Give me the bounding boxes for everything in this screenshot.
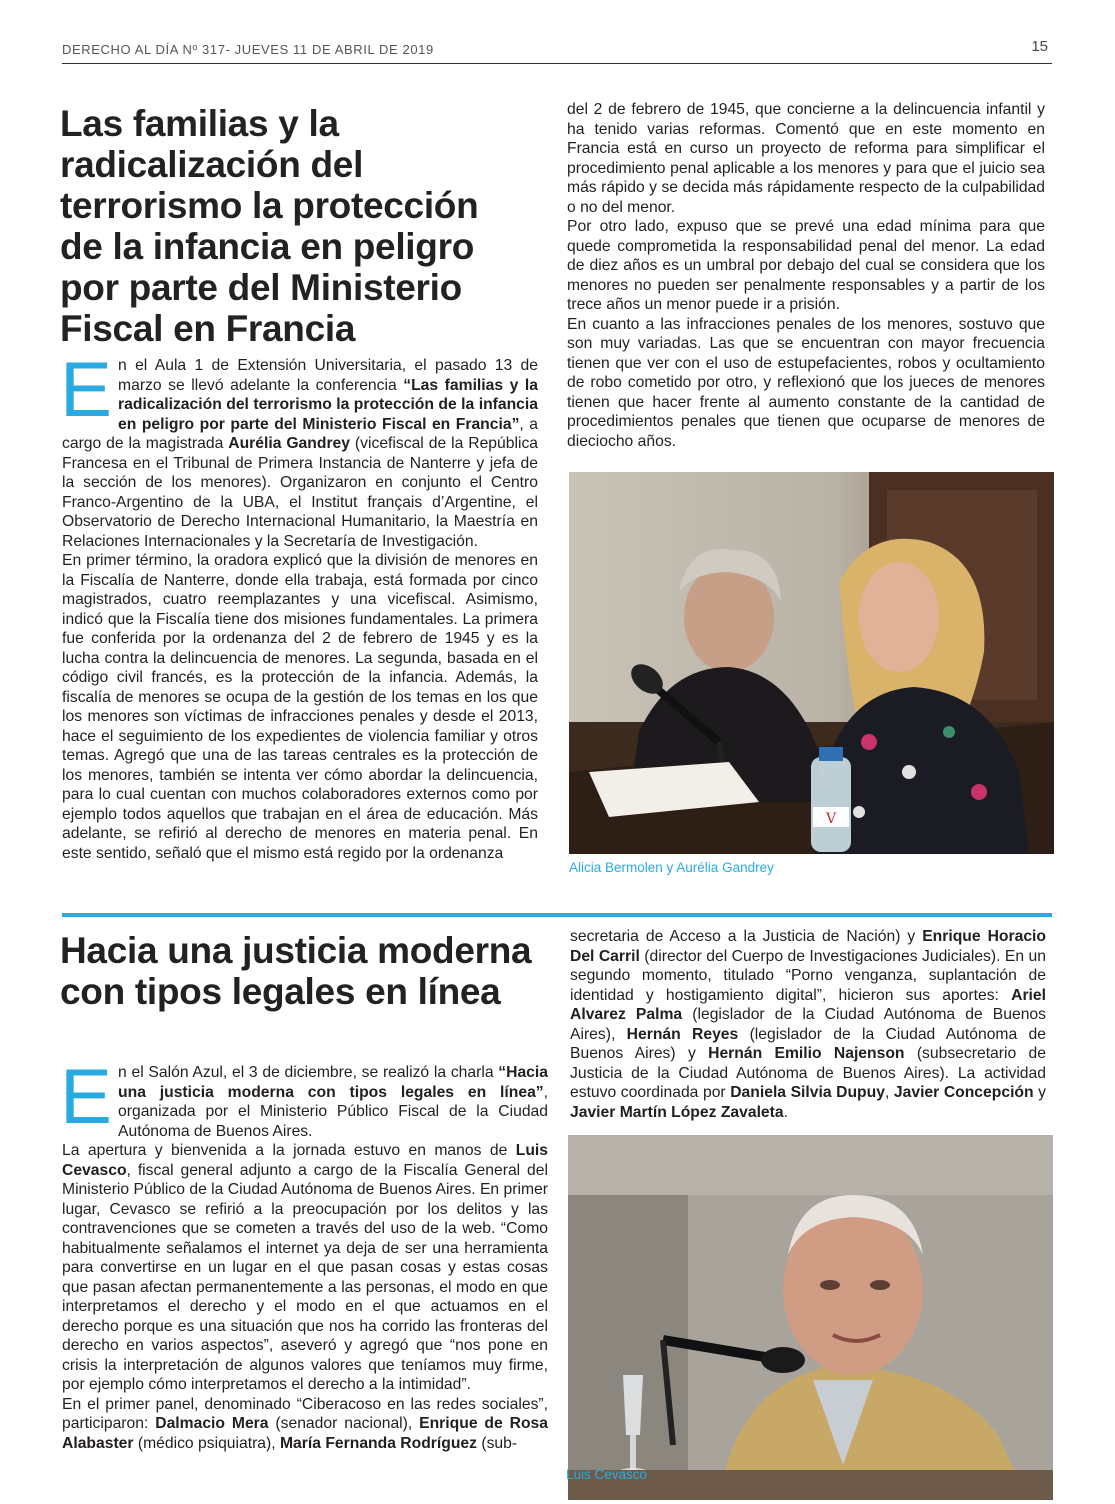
text-run: .: [783, 1103, 788, 1121]
text-run: (legislador de la Ciudad Autónoma de Buenos Aires) y: [570, 1025, 1046, 1062]
bold-text: Hernán Emilio Najenson: [708, 1045, 905, 1062]
article1-body-right: [567, 100, 1045, 451]
bold-text: Daniela Silvia Dupuy: [730, 1084, 885, 1101]
article1-lead: [60, 345, 539, 551]
text-run: secretaria de Acceso a la Justicia de Nación) y: [570, 928, 923, 945]
article2-paragraph-3: [62, 1395, 548, 1454]
article1-headline: Las familias y la radicalización del terrorismo la protección de la infancia en peligro por parte del Ministerio Fiscal en Francia: [60, 103, 479, 349]
text-run: (legislador de la Ciudad Autónoma de Buenos Aires),: [570, 1006, 1047, 1043]
text-run: ,: [884, 1084, 894, 1101]
article1-paragraph-2: En primer término, la oradora explicó que la división de menores en la Fiscalía de Nanterre, donde ella trabaja, está formada por cinco magistrados, cuatro reemplazantes y una vicefiscal. Asimismo, indicó que la Fiscalía tiene dos misiones fundamentales. La primera fue conferida por la ordenanza del 2 de febrero de 1945 y es la lucha contra la delincuencia de menores. La segunda, basada en el código civil francés, es la protección de la infancia. Además, la fiscalía de menores se ocupa de la gestión de los temas en los que los menores son víctimas de infracciones penales y desde el 2013, hace el seguimiento de los expedientes de violencia familiar y otros temas. Agregó que una de las tareas centrales es la protección de los menores, también se intenta ver cómo abordar la delincuencia, para lo cual cuentan con muchos colaboradores externos como por ejemplo todos aquellos que trabajan en el área de educación. Más adelante, se refirió al derecho de menores en materia penal. En este sentido, señaló que el mismo está regido por la ordenanza: [62, 552, 538, 862]
text-run: (subsecretario de Justicia de la Ciudad Autónoma de Buenos Aires). La actividad estuvo coordinada por: [570, 1045, 1046, 1101]
text-run: (vicefiscal de la República Francesa en el Tribunal de Primera Instancia de Nanterre y jefa de la sección de los menores). Organizaron en conjunto el Centro Franco-Argentino de la UBA, el Institut français d’Argentine, el Observatorio de Derecho Internacional Humanitario, la Maestría en Relaciones Internacionales y la Secretaría de Investigación.: [62, 435, 539, 550]
article1-body-left: [60, 345, 539, 863]
bold-text: Hernán Reyes: [626, 1025, 739, 1043]
text-run: (senador nacional),: [268, 1415, 420, 1432]
text-run: n el Aula 1 de Extensión Universitaria, el pasado 13 de marzo se llevó adelante la conferencia: [118, 357, 538, 394]
article2-photo: [568, 1135, 1053, 1500]
text-run: , organizada por el Ministerio Público Fiscal de la Ciudad Autónoma de Buenos Aires.: [118, 1083, 548, 1140]
page-header: [62, 38, 1052, 64]
article2-right-paragraph: [570, 927, 1046, 1122]
bold-text: María Fernanda Rodríguez: [279, 1434, 477, 1452]
text-run: , fiscal general adjunto a cargo de la Fiscalía General del Ministerio Público de la Ciudad Autónoma de Buenos Aires. En primer lugar, Cevasco se refirió a la preocupación por los delitos y las contravenciones que se cometen a través del uso de la web. “Como habitualmente señalamos el internet ya deja de ser una herramienta para convertirse en un lugar en el que pasan cosas y estas cosas que pasan afectan permanentemente a las personas, el modo en que interpretamos el derecho y el modo en el que actuamos en el derecho porque es una situación que nos ha corrido las fronteras del derecho en varios aspectos”, aseveró y agregó que “nos pone en crisis la interpretación de algunos valores que teníamos muy firme, por ejemplo cómo interpretamos el derecho a la intimidad”.: [62, 1161, 548, 1393]
text-run: , a cargo de la magistrada: [62, 415, 539, 452]
bold-text: Enrique de Rosa Alabaster: [62, 1415, 549, 1452]
bold-text: Luis Cevasco: [62, 1142, 548, 1179]
text-run: La apertura y bienvenida a la jornada estuvo en manos de: [62, 1142, 516, 1159]
bold-text: Enrique Horacio Del Carril: [570, 928, 1046, 965]
svg-text:V: V: [825, 811, 837, 827]
article1-dropcap: E: [60, 345, 113, 433]
article1-photo: [569, 472, 1054, 854]
bold-text: “Hacia una justicia moderna con tipos legales en línea”: [118, 1064, 548, 1101]
article2-body-right: [570, 927, 1046, 1122]
article1-right-paragraph-2: Por otro lado, expuso que se prevé una edad mínima para que quede comprometida la responsabilidad penal del menor. La edad de diez años es un umbral por debajo del cual se considera que los menores no pueden ser penalmente responsables y a partir de los trece años un menor puede ir a prisión.: [567, 218, 1045, 313]
article2-paragraph-2: [62, 1141, 548, 1395]
photo-speaker-portrait: [568, 1135, 1053, 1500]
article2-headline: Hacia una justicia moderna con tipos legales en línea: [60, 930, 532, 1012]
text-run: y: [1033, 1084, 1047, 1101]
bold-text: Ariel Alvarez Palma: [570, 986, 1046, 1023]
section-divider: [62, 913, 1052, 917]
text-run: (sub-: [476, 1434, 518, 1452]
page-number: 15: [1031, 38, 1048, 55]
text-run: (director del Cuerpo de Investigaciones Judiciales). En un segundo momento, titulado “Porno venganza, suplantación de identidad y hostigamiento digital”, hicieron sus aportes:: [570, 947, 1046, 1004]
article2-body-left: [60, 1052, 549, 1453]
text-run: En el primer panel, denominado “Ciberacoso en las redes sociales”, participaron:: [62, 1395, 548, 1432]
article2-dropcap: E: [60, 1052, 113, 1140]
photo-two-speakers: [569, 472, 1054, 854]
bold-text: Javier Martín López Zavaleta: [570, 1103, 784, 1121]
article1-right-paragraph-3: En cuanto a las infracciones penales de los menores, sostuvo que son muy variadas. Las que se encuentran con mayor frecuencia tienen que ver con el uso de estupefacientes, robos y ocultamiento de robo cometido por otro, y reflexionó que los jueces de menores tienen que hacer frente al aumento constante de la cantidad de procedimientos penales que tienen que ocuparse de menores de dieciocho años.: [567, 315, 1045, 450]
article2-photo-caption: Luis Cevasco: [566, 1467, 648, 1482]
article2-lead: [60, 1052, 548, 1141]
issue-line: DERECHO AL DÍA Nº 317- JUEVES 11 DE ABRIL DE 2019: [62, 42, 434, 57]
bold-text: “Las familias y la radicalización del terrorismo la protección de la infancia en peligro por parte del Ministerio Fiscal en Francia”: [118, 376, 538, 433]
article1-photo-caption: Alicia Bermolen y Aurélia Gandrey: [569, 860, 774, 875]
text-run: (médico psiquiatra),: [133, 1434, 280, 1452]
text-run: n el Salón Azul, el 3 de diciembre, se realizó la charla: [118, 1064, 499, 1081]
bold-text: Javier Concepción: [893, 1084, 1034, 1101]
bold-text: Aurélia Gandrey: [228, 435, 350, 452]
bold-text: Dalmacio Mera: [155, 1415, 269, 1432]
article1-right-paragraph-1: del 2 de febrero de 1945, que concierne a la delincuencia infantil y ha tenido varias reformas. Comentó que en este momento en Francia está en curso un proyecto de reforma para simplificar el procedimiento penal aplicable a los menores y para que el juicio sea más rápido y se decida más rápidamente respecto de la culpabilidad o no del menor.: [567, 101, 1045, 216]
